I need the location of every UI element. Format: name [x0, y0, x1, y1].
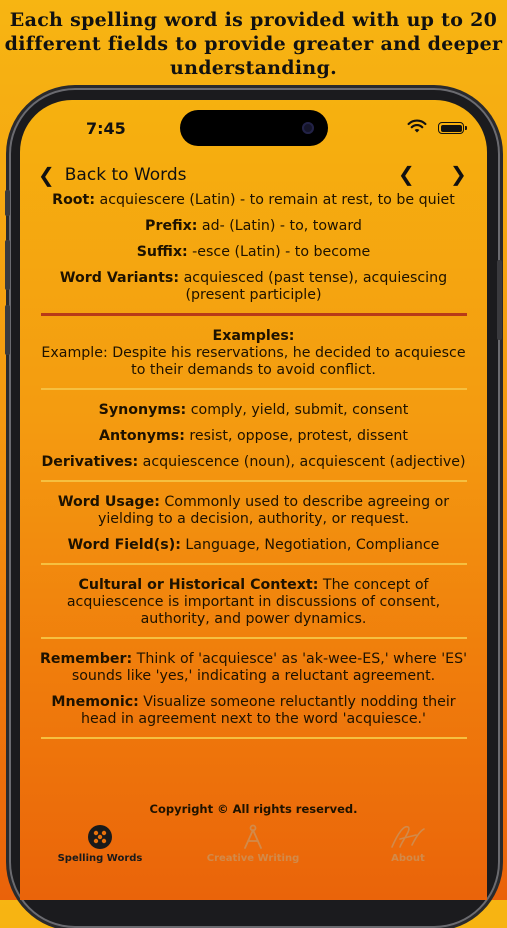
root-field: Root: acquiescere (Latin) - to remain at rest, to be quiet — [52, 192, 455, 208]
dynamic-island — [180, 110, 328, 146]
promo-line-1: Each spelling word is provided with up to 20 — [9, 9, 498, 31]
word-variants-field: Word Variants: acquiesced (past tense), acquiescing (present participle) — [59, 270, 448, 303]
promo-line-2: different fields to provide greater and deeper — [4, 33, 503, 55]
tab-about[interactable] — [338, 822, 478, 864]
context-field: Cultural or Historical Context: The concept of acquiescence is important in discussions of consent, authority, and power dynamics. — [66, 577, 441, 627]
section-divider — [41, 737, 467, 739]
word-field-field: Word Field(s): Language, Negotiation, Compliance — [67, 537, 440, 553]
promo-caption — [0, 8, 507, 80]
status-bar — [20, 100, 487, 158]
section-divider — [41, 637, 467, 639]
section-divider — [41, 388, 467, 390]
volume-up-button — [5, 240, 10, 290]
word-details — [20, 192, 487, 751]
battery-icon — [438, 122, 464, 134]
next-word-button[interactable]: ❯ — [450, 162, 467, 186]
tab-label: Creative Writing — [206, 853, 300, 864]
tab-spelling-words[interactable] — [30, 822, 170, 864]
wifi-icon — [407, 118, 427, 134]
mute-switch — [5, 190, 10, 216]
tab-creative-writing[interactable] — [183, 822, 323, 864]
tab-label: Spelling Words — [57, 853, 143, 864]
signature-icon — [388, 823, 428, 851]
app-screen — [20, 100, 487, 900]
navigation-bar — [20, 160, 487, 190]
tab-label: About — [391, 853, 425, 864]
promo-line-3: understanding. — [169, 57, 338, 79]
mnemonic-field: Mnemonic: Visualize someone reluctantly nodding their head in agreement next to the word 'acquiesce.' — [51, 694, 456, 727]
status-time: 7:45 — [86, 119, 126, 138]
back-button[interactable] — [38, 160, 186, 190]
chevron-left-icon: ❮ — [38, 163, 55, 187]
tab-bar — [20, 822, 487, 900]
antonyms-field: Antonyms: resist, oppose, protest, dissent — [99, 428, 408, 444]
camera-icon — [302, 122, 314, 134]
volume-down-button — [5, 305, 10, 355]
section-divider — [41, 480, 467, 482]
word-usage-field: Word Usage: Commonly used to describe agreeing or yielding to a decision, authority, or request. — [57, 494, 450, 527]
synonyms-field: Synonyms: comply, yield, submit, consent — [98, 402, 409, 418]
dots-circle-icon — [87, 824, 113, 850]
compass-icon — [241, 824, 265, 850]
previous-word-button[interactable]: ❮ — [398, 162, 415, 186]
back-label: Back to Words — [64, 165, 187, 185]
power-button — [497, 260, 502, 340]
section-divider — [41, 563, 467, 565]
examples-field: Examples: Example: Despite his reservations, he decided to acquiesce to their demands to avoid conflict. — [41, 328, 466, 378]
remember-field: Remember: Think of 'acquiesce' as 'ak-wee-ES,' where 'ES' sounds like 'yes,' indicating a reluctant agreement. — [39, 651, 468, 684]
section-divider — [41, 313, 467, 316]
copyright-text: Copyright © All rights reserved. — [149, 802, 358, 816]
suffix-field: Suffix: -esce (Latin) - to become — [136, 244, 371, 260]
prefix-field: Prefix: ad- (Latin) - to, toward — [145, 218, 362, 234]
derivatives-field: Derivatives: acquiescence (noun), acquiescent (adjective) — [41, 454, 466, 470]
